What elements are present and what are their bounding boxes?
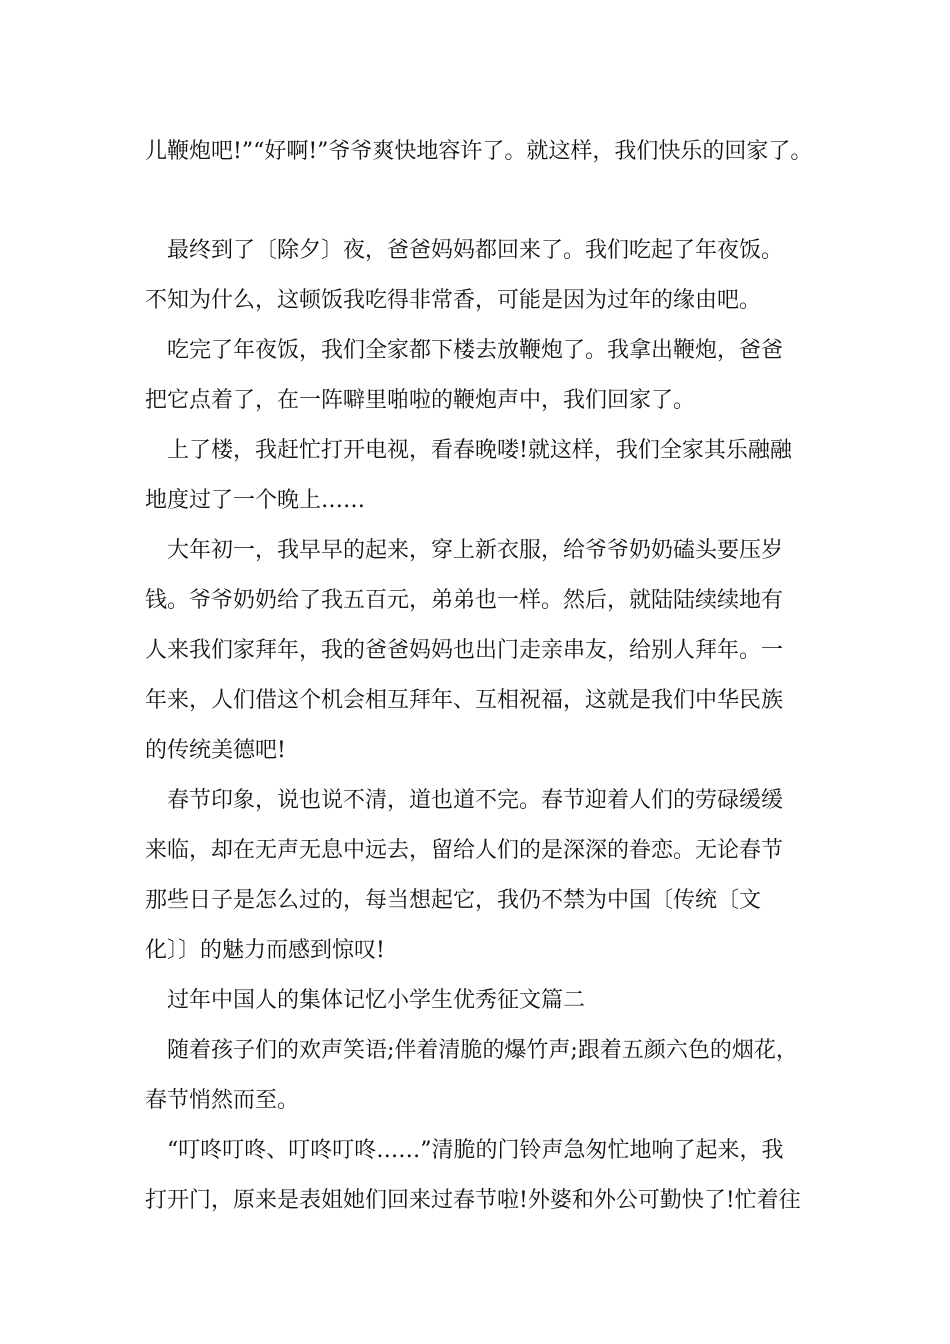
text-line: 那些日子是怎么过的，每当想起它，我仍不禁为中国〔传统〔文 (145, 888, 762, 913)
text-line: 随着孩子们的欢声笑语;伴着清脆的爆竹声;跟着五颜六色的烟花， (167, 1038, 798, 1063)
text-line: 来临，却在无声无息中远去，留给人们的是深深的眷恋。无论春节 (145, 838, 784, 863)
section-heading: 过年中国人的集体记忆小学生优秀征文篇二 (167, 988, 586, 1013)
text-line: 打开门，原来是表姐她们回来过春节啦!外婆和外公可勤快了!忙着往 (145, 1188, 801, 1213)
text-line: 人来我们家拜年，我的爸爸妈妈也出门走亲串友，给别人拜年。一 (145, 638, 784, 663)
text-line: 不知为什么，这顿饭我吃得非常香，可能是因为过年的缘由吧。 (145, 288, 762, 313)
text-line: 儿鞭炮吧!”“好啊!”爷爷爽快地容许了。就这样，我们快乐的回家了。 (145, 139, 813, 164)
text-line: 年来，人们借这个机会相互拜年、互相祝福，这就是我们中华民族 (145, 688, 784, 713)
text-line: “叮咚叮咚、叮咚叮咚……”清脆的门铃声急匆忙地响了起来，我 (167, 1138, 784, 1163)
text-line: 上了楼，我赶忙打开电视，看春晚喽!就这样，我们全家其乐融融 (167, 438, 792, 463)
text-line: 化〕〕的魅力而感到惊叹! (145, 938, 385, 963)
text-line: 的传统美德吧! (145, 738, 286, 763)
text-line: 春节悄然而至。 (145, 1088, 300, 1113)
text-line: 把它点着了，在一阵噼里啪啦的鞭炮声中，我们回家了。 (145, 388, 696, 413)
text-line: 最终到了〔除夕〕夜，爸爸妈妈都回来了。我们吃起了年夜饭。 (167, 238, 784, 263)
text-line: 地度过了一个晚上…… (145, 488, 366, 513)
text-line: 春节印象，说也说不清，道也道不完。春节迎着人们的劳碌缓缓 (167, 788, 784, 813)
text-line: 大年初一，我早早的起来，穿上新衣服，给爷爷奶奶磕头要压岁 (167, 538, 784, 563)
text-line: 吃完了年夜饭，我们全家都下楼去放鞭炮了。我拿出鞭炮，爸爸 (167, 338, 784, 363)
text-line: 钱。爷爷奶奶给了我五百元，弟弟也一样。然后，就陆陆续续地有 (145, 588, 784, 613)
